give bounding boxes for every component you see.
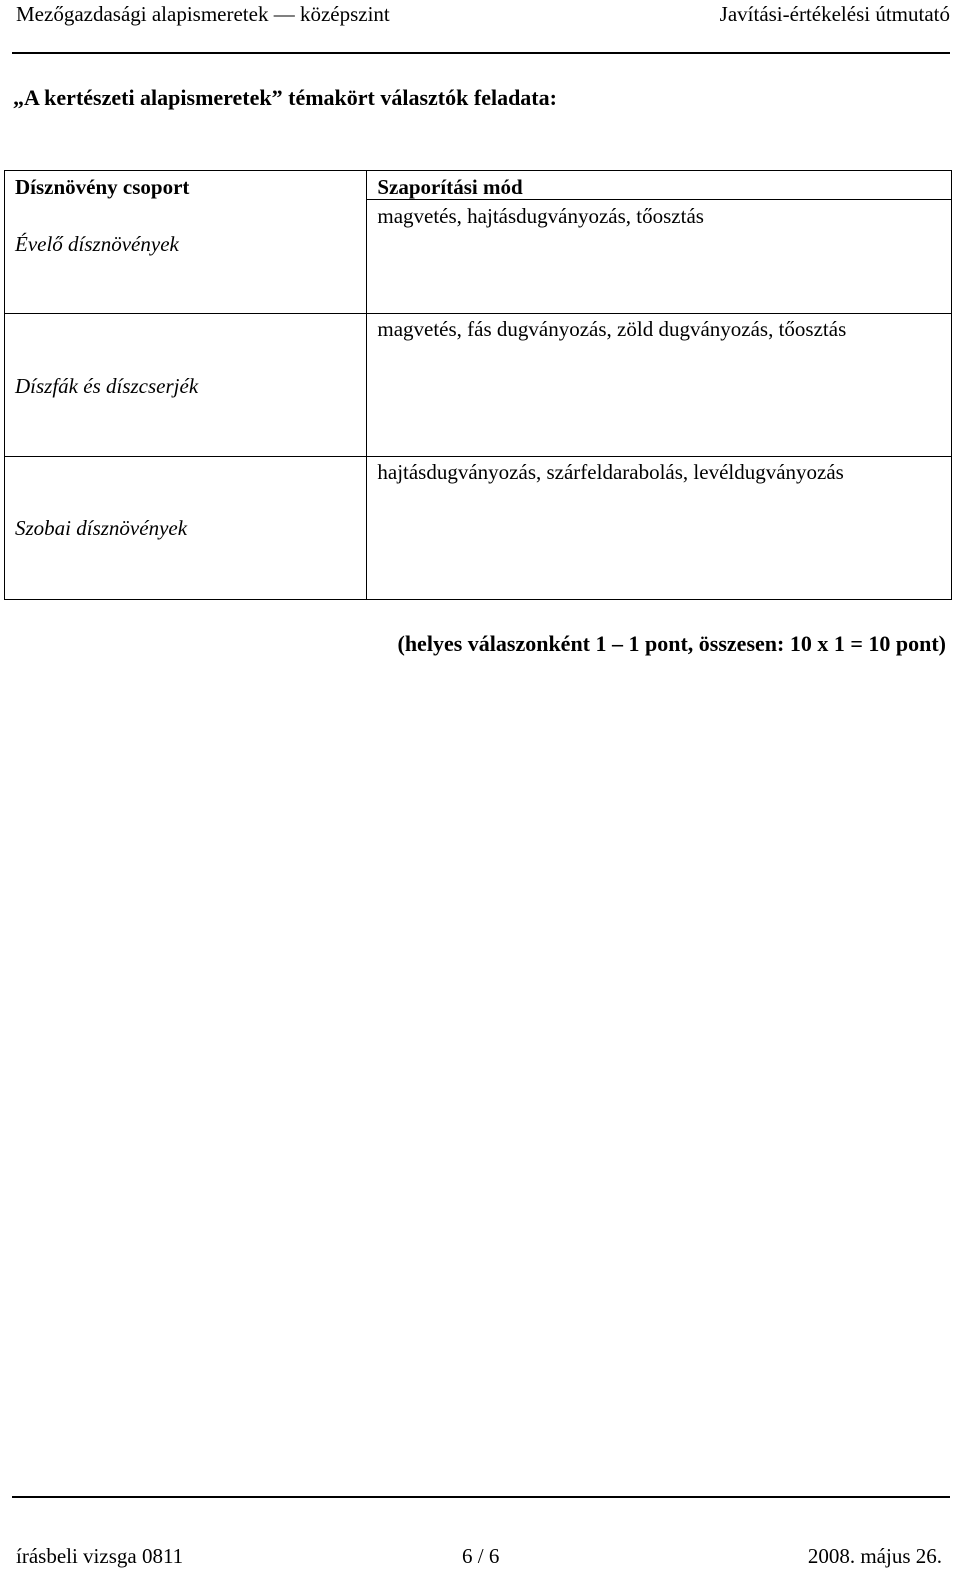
- group-cell-header: [5, 171, 367, 314]
- method-text-indoor-plants: hajtásdugványozás, szárfeldarabolás, levéldugványozás: [377, 460, 844, 484]
- table-row: [5, 314, 952, 457]
- group-name-indoor-plants: Szobai dísznövények: [15, 516, 188, 540]
- page-header: [12, 0, 950, 54]
- table-header-row: [5, 171, 952, 200]
- header-doc-type: Javítási-értékelési útmutató: [719, 2, 950, 26]
- method-text-trees-shrubs: magvetés, fás dugványozás, zöld dugványozás, tőosztás: [377, 317, 847, 341]
- footer-date: 2008. május 26.: [807, 1544, 942, 1568]
- method-cell-trees: [367, 314, 952, 457]
- footer-exam-code: írásbeli vizsga 0811: [16, 1544, 184, 1568]
- method-text-perennials: magvetés, hajtásdugványozás, tőosztás: [377, 204, 704, 228]
- group-cell-trees: [5, 314, 367, 457]
- group-name-trees-shrubs: Díszfák és díszcserjék: [15, 374, 199, 398]
- page-footer: [12, 1496, 950, 1577]
- answer-table: [4, 170, 952, 600]
- method-cell-perennials: [367, 200, 952, 314]
- task-title: „A kertészeti alapismeretek” témakört választók feladata:: [13, 85, 557, 110]
- group-name-perennials: Évelő dísznövények: [15, 232, 179, 256]
- method-header-cell: [367, 171, 952, 200]
- method-cell-indoor: [367, 457, 952, 600]
- header-subject: Mezőgazdasági alapismeretek — középszint: [16, 2, 390, 26]
- scoring-note: (helyes válaszonként 1 – 1 pont, összesen: 10 x 1 = 10 pont): [397, 631, 946, 656]
- table-row: [5, 457, 952, 600]
- footer-page-number: 6 / 6: [462, 1544, 500, 1568]
- column-header-group: Dísznövény csoport: [15, 175, 190, 199]
- group-cell-indoor: [5, 457, 367, 600]
- column-header-method: Szaporítási mód: [377, 175, 523, 199]
